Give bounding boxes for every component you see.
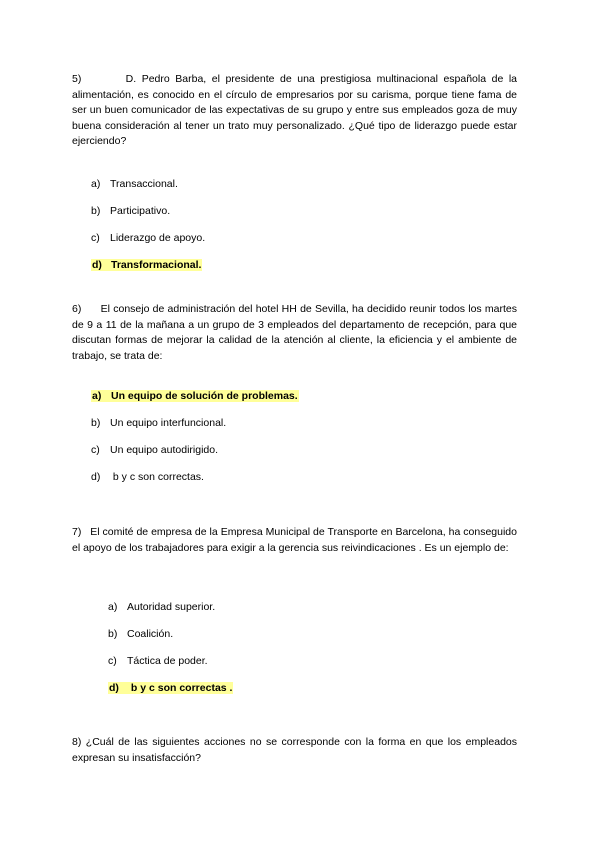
q5-option-b: [91, 204, 170, 218]
question-5: 5) D. Pedro Barba, el presidente de una prestigiosa multinacional española de la alimentación, es conocido en el círculo de empresarios por su carisma, porque tiene fama de ser un buen comunicador de las expectativas de su grupo y entre sus empleados goza de muy buena consideración al tener un trato muy personalizado. ¿Qué tipo de liderazgo puede estar ejerciendo?: [72, 73, 517, 147]
q6-option-d: [91, 470, 204, 484]
option-text: Un equipo interfuncional.: [110, 417, 227, 429]
option-letter: c): [108, 655, 117, 667]
option-text: Autoridad superior.: [127, 601, 216, 613]
option-text: Táctica de poder.: [127, 655, 208, 667]
option-text: Liderazgo de apoyo.: [110, 232, 206, 244]
option-letter: b): [108, 628, 118, 640]
option-text: Transformacional.: [111, 259, 202, 271]
option-text: Participativo.: [110, 205, 171, 217]
option-letter: c): [91, 444, 100, 456]
q6-option-b: [91, 416, 226, 430]
q5-option-c: [91, 231, 205, 245]
q5-option-a: [91, 177, 178, 191]
option-text: Transaccional.: [110, 178, 178, 190]
q7-option-c: [108, 654, 208, 668]
option-text: Un equipo de solución de problemas.: [111, 390, 298, 402]
q5-option-d-correct: [91, 258, 202, 272]
q6-option-c: [91, 443, 218, 457]
q6-option-a-correct: [91, 389, 299, 403]
option-text: Coalición.: [127, 628, 174, 640]
question-7: 7) El comité de empresa de la Empresa Municipal de Transporte en Barcelona, ha conseguido el apoyo de los trabajadores para exigir a la gerencia sus reivindicaciones . Es un ejemplo de:: [72, 526, 517, 554]
question-8: 8) ¿Cuál de las siguientes acciones no se corresponde con la forma en que los empleados expresan su insatisfacción?: [72, 736, 517, 764]
q7-option-d-correct: [108, 681, 233, 695]
option-text: b y c son correctas.: [110, 471, 204, 483]
q7-option-b: [108, 627, 173, 641]
option-letter: b): [91, 417, 101, 429]
option-letter: d): [92, 259, 102, 271]
option-letter: a): [108, 601, 118, 613]
option-text: b y c son correctas .: [128, 682, 233, 694]
option-letter: d): [91, 471, 101, 483]
option-letter: d): [109, 682, 119, 694]
option-text: Un equipo autodirigido.: [110, 444, 218, 456]
option-letter: a): [91, 178, 101, 190]
option-letter: a): [92, 390, 102, 402]
q7-option-a: [108, 600, 215, 614]
question-6: 6) El consejo de administración del hotel HH de Sevilla, ha decidido reunir todos los martes de 9 a 11 de la mañana a un grupo de 3 empleados del departamento de recepción, para que discutan formas de mejorar la calidad de la atención al cliente, la eficiencia y el ambiente de trabajo, se trata de:: [72, 303, 517, 362]
option-letter: c): [91, 232, 100, 244]
option-letter: b): [91, 205, 101, 217]
